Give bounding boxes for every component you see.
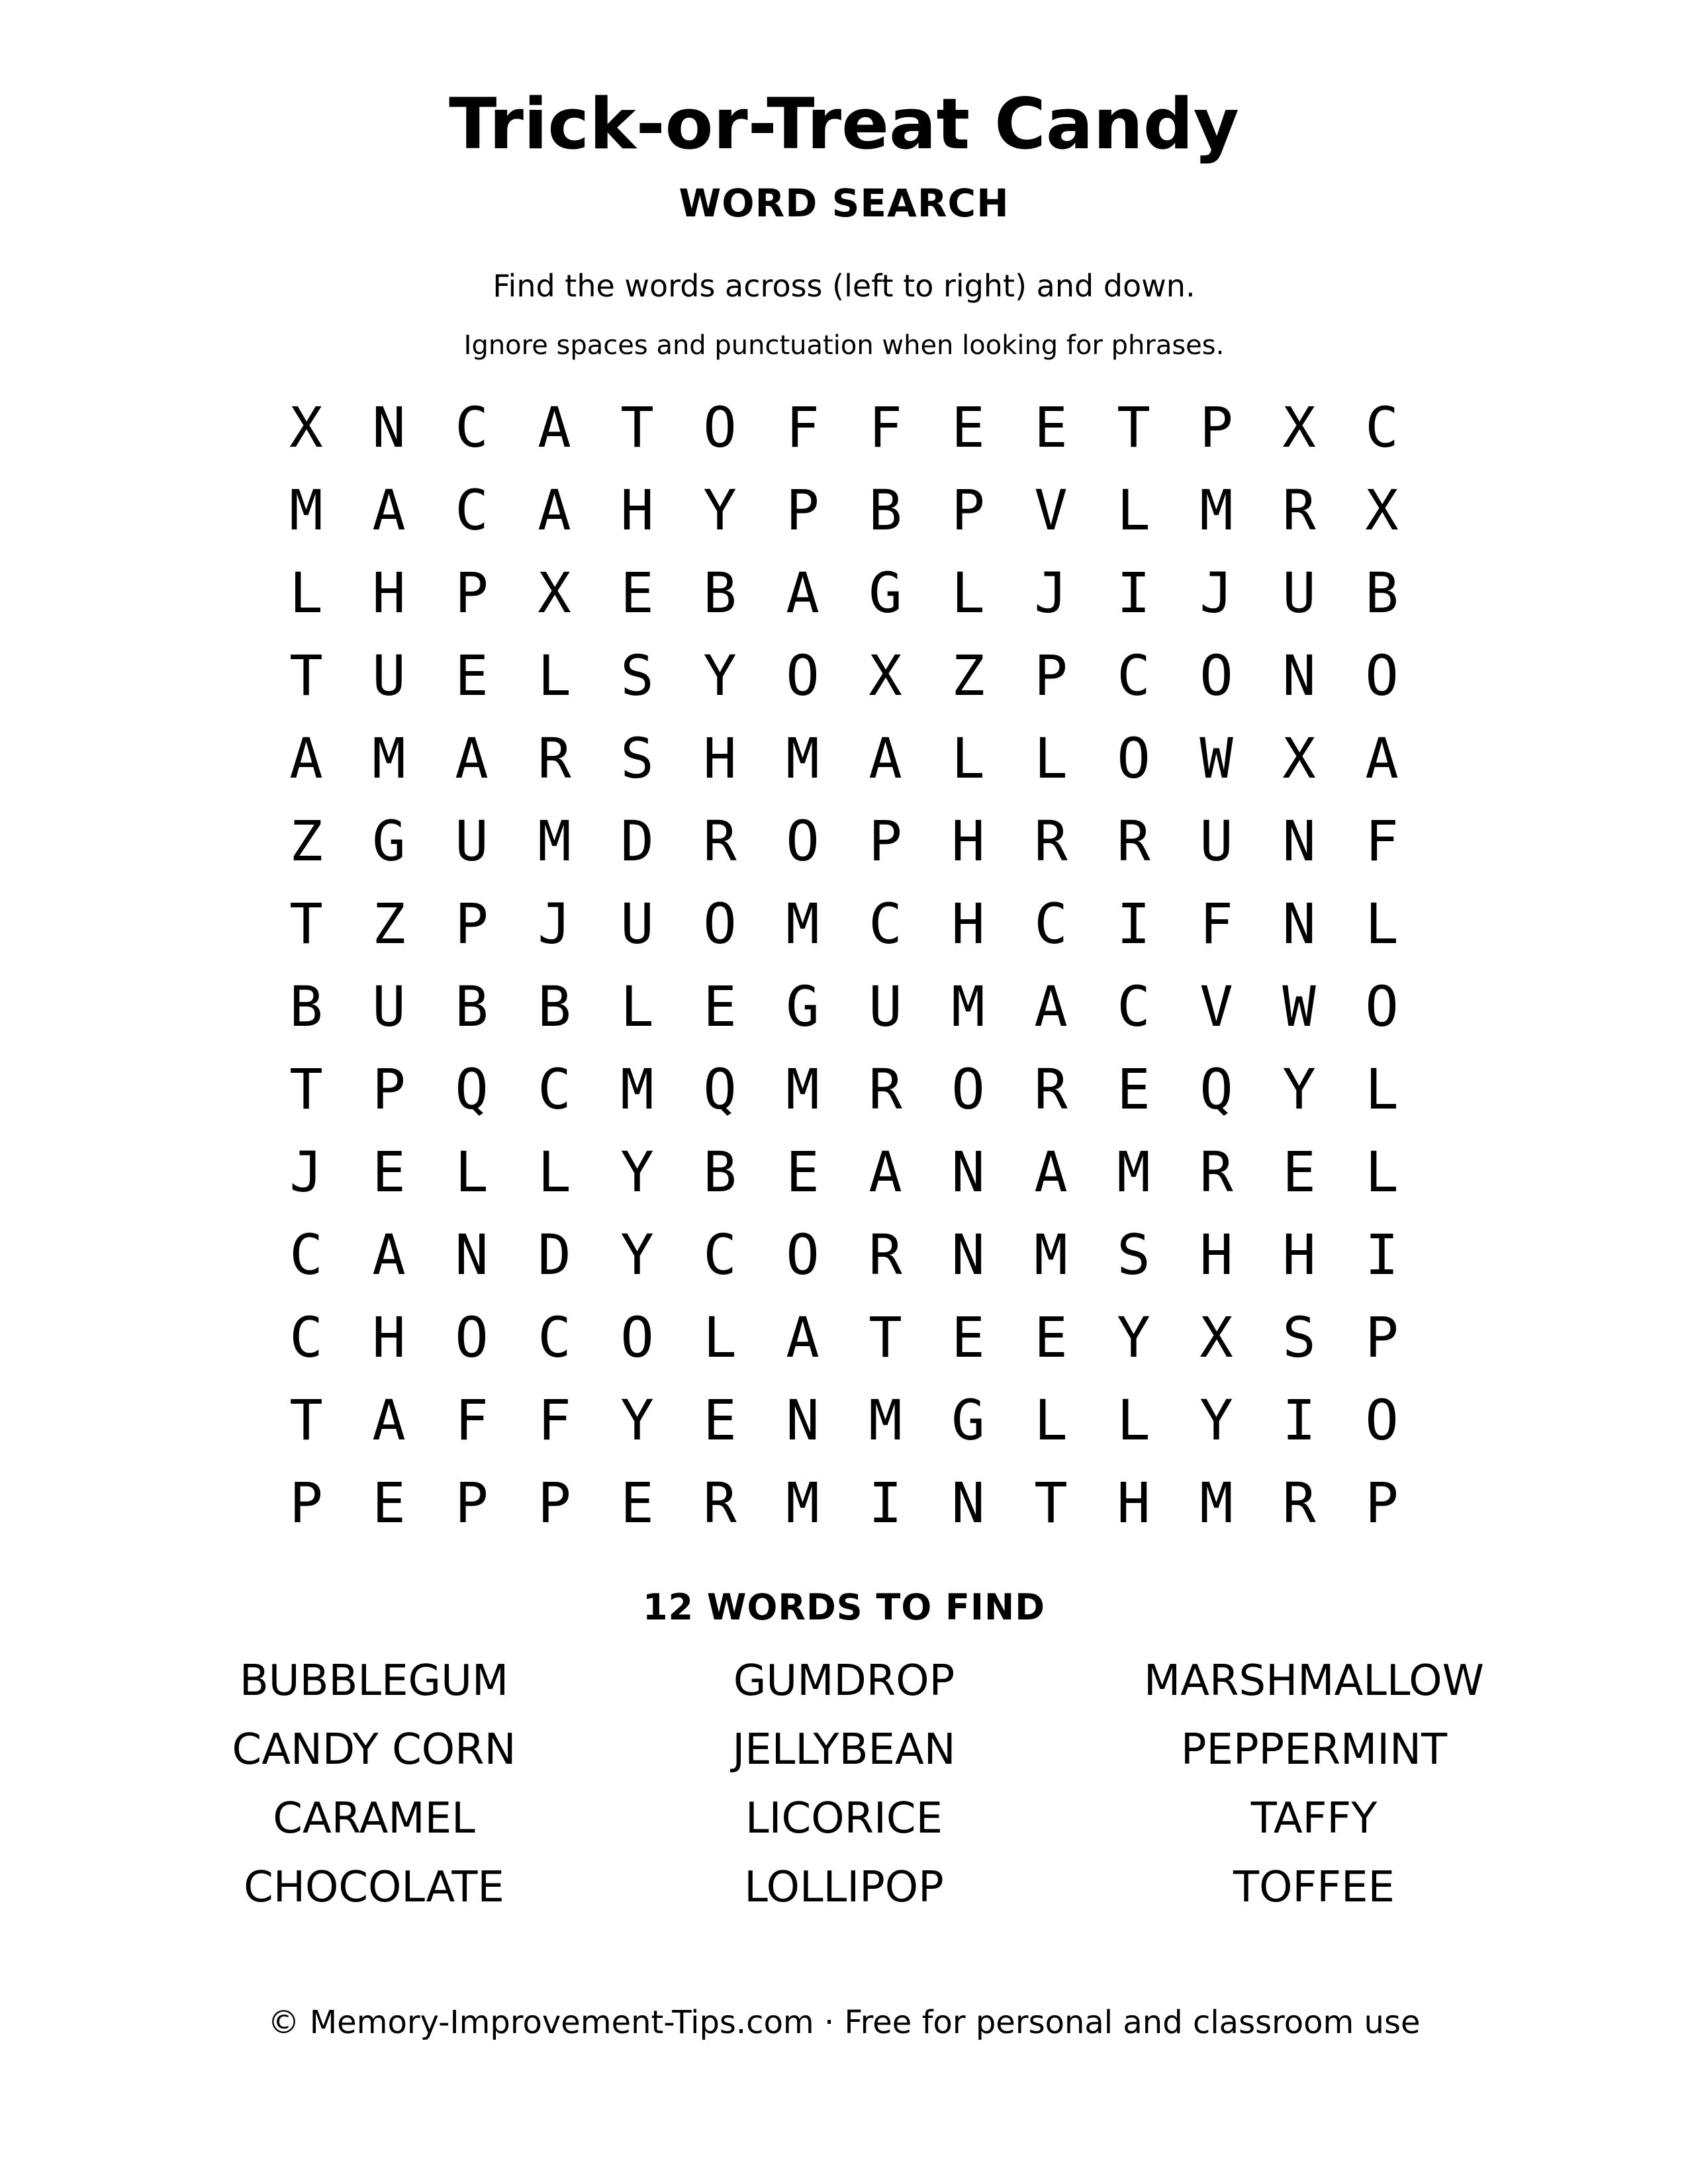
word-list [139, 1647, 1549, 1922]
grid-cell: V [1034, 477, 1068, 543]
grid-cell: Y [1282, 1056, 1316, 1122]
grid-cell: Z [372, 891, 406, 956]
grid-cell: N [951, 1139, 985, 1205]
word-list-item: CANDY CORN [232, 1725, 516, 1774]
word-list-item: LOLLIPOP [744, 1863, 944, 1912]
grid-cell: N [372, 394, 406, 460]
grid-cell: O [1199, 643, 1233, 708]
grid-cell: M [786, 1056, 820, 1122]
grid-cell: A [868, 1139, 902, 1205]
word-list-item: MARSHMALLOW [1144, 1657, 1484, 1706]
grid-cell: R [703, 1470, 737, 1535]
grid-cell: R [703, 808, 737, 874]
grid-cell: A [372, 1387, 406, 1453]
grid-cell: V [1199, 974, 1233, 1039]
grid-cell: H [372, 1304, 406, 1370]
grid-cell: Q [703, 1056, 737, 1122]
grid-cell: L [951, 725, 985, 791]
grid-cell: C [703, 1222, 737, 1287]
instruction-directions: Find the words across (left to right) and down. [492, 268, 1196, 304]
letter-grid [265, 386, 1423, 1544]
grid-cell: S [1117, 1222, 1150, 1287]
grid-cell: O [703, 891, 737, 956]
grid-cell: U [372, 974, 406, 1039]
grid-cell: O [786, 1222, 820, 1287]
grid-cell: J [538, 891, 571, 956]
grid-cell: L [1365, 1056, 1399, 1122]
grid-cell: C [455, 477, 489, 543]
grid-cell: L [703, 1304, 737, 1370]
grid-cell: M [538, 808, 571, 874]
grid-cell: T [289, 891, 323, 956]
grid-cell: H [620, 477, 654, 543]
grid-cell: Y [620, 1387, 654, 1453]
grid-cell: P [1199, 394, 1233, 460]
grid-cell: X [1282, 725, 1316, 791]
grid-cell: U [372, 643, 406, 708]
grid-cell: M [786, 1470, 820, 1535]
grid-cell: Z [951, 643, 985, 708]
grid-cell: X [1365, 477, 1399, 543]
grid-cell: P [1034, 643, 1068, 708]
grid-cell: O [1117, 725, 1150, 791]
grid-cell: E [1034, 1304, 1068, 1370]
grid-cell: H [372, 560, 406, 625]
grid-cell: G [786, 974, 820, 1039]
word-list-item: CHOCOLATE [244, 1863, 504, 1912]
word-list-item: PEPPERMINT [1180, 1725, 1448, 1774]
grid-cell: T [1117, 394, 1150, 460]
grid-cell: N [455, 1222, 489, 1287]
grid-cell: O [786, 808, 820, 874]
grid-cell: S [1282, 1304, 1316, 1370]
grid-cell: D [620, 808, 654, 874]
grid-cell: B [703, 560, 737, 625]
grid-cell: H [1199, 1222, 1233, 1287]
grid-cell: N [786, 1387, 820, 1453]
grid-cell: R [1034, 808, 1068, 874]
grid-cell: A [455, 725, 489, 791]
grid-cell: S [620, 643, 654, 708]
grid-cell: G [372, 808, 406, 874]
grid-cell: E [372, 1470, 406, 1535]
grid-cell: L [1365, 1139, 1399, 1205]
grid-cell: Y [620, 1139, 654, 1205]
grid-cell: M [786, 725, 820, 791]
grid-cell: T [620, 394, 654, 460]
instruction-phrases: Ignore spaces and punctuation when looking for phrases. [463, 330, 1225, 361]
grid-cell: Q [1199, 1056, 1233, 1122]
word-list-item: TAFFY [1250, 1794, 1378, 1843]
grid-cell: L [538, 643, 571, 708]
grid-cell: G [868, 560, 902, 625]
grid-cell: X [868, 643, 902, 708]
grid-cell: P [455, 891, 489, 956]
grid-cell: L [620, 974, 654, 1039]
grid-cell: J [289, 1139, 323, 1205]
grid-cell: T [868, 1304, 902, 1370]
grid-cell: J [1034, 560, 1068, 625]
grid-cell: E [703, 974, 737, 1039]
grid-cell: Y [620, 1222, 654, 1287]
grid-cell: A [786, 560, 820, 625]
word-list-item: TOFFEE [1233, 1863, 1395, 1912]
grid-cell: R [1117, 808, 1150, 874]
grid-cell: Y [1199, 1387, 1233, 1453]
grid-cell: C [1117, 974, 1150, 1039]
grid-cell: M [1117, 1139, 1150, 1205]
words-heading: 12 WORDS TO FIND [642, 1586, 1046, 1628]
grid-cell: L [455, 1139, 489, 1205]
grid-cell: H [703, 725, 737, 791]
grid-cell: X [538, 560, 571, 625]
grid-cell: R [1282, 1470, 1316, 1535]
grid-cell: O [786, 643, 820, 708]
grid-cell: C [289, 1222, 323, 1287]
grid-cell: E [620, 1470, 654, 1535]
grid-cell: A [786, 1304, 820, 1370]
grid-cell: P [289, 1470, 323, 1535]
grid-cell: A [538, 394, 571, 460]
grid-cell: O [1365, 974, 1399, 1039]
grid-cell: L [1117, 1387, 1150, 1453]
grid-cell: E [1282, 1139, 1316, 1205]
grid-cell: X [1282, 394, 1316, 460]
grid-cell: C [538, 1304, 571, 1370]
grid-cell: A [868, 725, 902, 791]
grid-cell: A [1034, 1139, 1068, 1205]
grid-cell: M [951, 974, 985, 1039]
grid-cell: F [455, 1387, 489, 1453]
word-list-item: CARAMEL [273, 1794, 475, 1843]
grid-cell: Z [289, 808, 323, 874]
grid-cell: F [868, 394, 902, 460]
grid-cell: N [1282, 643, 1316, 708]
grid-cell: E [620, 560, 654, 625]
grid-cell: D [538, 1222, 571, 1287]
grid-cell: P [1365, 1470, 1399, 1535]
grid-cell: O [1365, 1387, 1399, 1453]
grid-cell: C [455, 394, 489, 460]
grid-cell: I [1117, 560, 1150, 625]
grid-cell: R [1199, 1139, 1233, 1205]
grid-cell: M [1034, 1222, 1068, 1287]
grid-cell: O [1365, 643, 1399, 708]
grid-cell: H [951, 891, 985, 956]
grid-cell: P [786, 477, 820, 543]
grid-cell: E [372, 1139, 406, 1205]
grid-cell: R [1034, 1056, 1068, 1122]
grid-cell: R [868, 1222, 902, 1287]
grid-cell: A [289, 725, 323, 791]
grid-cell: O [455, 1304, 489, 1370]
grid-cell: I [1365, 1222, 1399, 1287]
grid-cell: P [455, 560, 489, 625]
grid-cell: R [1282, 477, 1316, 543]
grid-cell: N [951, 1470, 985, 1535]
grid-cell: O [703, 394, 737, 460]
grid-cell: O [951, 1056, 985, 1122]
grid-cell: A [538, 477, 571, 543]
grid-cell: T [289, 1056, 323, 1122]
grid-cell: B [1365, 560, 1399, 625]
grid-cell: M [868, 1387, 902, 1453]
grid-cell: C [868, 891, 902, 956]
grid-cell: C [1117, 643, 1150, 708]
grid-cell: M [372, 725, 406, 791]
grid-cell: Q [455, 1056, 489, 1122]
grid-cell: F [1199, 891, 1233, 956]
grid-cell: M [786, 891, 820, 956]
grid-cell: A [372, 477, 406, 543]
grid-cell: M [289, 477, 323, 543]
grid-cell: P [951, 477, 985, 543]
grid-cell: C [289, 1304, 323, 1370]
grid-cell: U [1282, 560, 1316, 625]
grid-cell: E [951, 1304, 985, 1370]
grid-cell: L [538, 1139, 571, 1205]
grid-cell: R [538, 725, 571, 791]
grid-cell: W [1282, 974, 1316, 1039]
grid-cell: P [538, 1470, 571, 1535]
grid-cell: Y [703, 477, 737, 543]
grid-cell: R [868, 1056, 902, 1122]
grid-cell: I [1282, 1387, 1316, 1453]
grid-cell: M [620, 1056, 654, 1122]
word-list-item: LICORICE [745, 1794, 943, 1843]
grid-cell: E [951, 394, 985, 460]
grid-cell: N [1282, 808, 1316, 874]
grid-cell: T [289, 643, 323, 708]
grid-cell: M [1199, 1470, 1233, 1535]
grid-cell: L [289, 560, 323, 625]
grid-cell: P [455, 1470, 489, 1535]
grid-cell: X [289, 394, 323, 460]
footer-copyright: © Memory-Improvement-Tips.com · Free for personal and classroom use [267, 2004, 1421, 2041]
grid-cell: M [1199, 477, 1233, 543]
grid-cell: U [868, 974, 902, 1039]
grid-cell: P [868, 808, 902, 874]
grid-cell: P [372, 1056, 406, 1122]
grid-cell: T [1034, 1470, 1068, 1535]
grid-cell: H [951, 808, 985, 874]
grid-cell: A [372, 1222, 406, 1287]
word-list-item: GUMDROP [733, 1657, 955, 1706]
grid-cell: B [868, 477, 902, 543]
grid-cell: E [703, 1387, 737, 1453]
grid-cell: E [1117, 1056, 1150, 1122]
grid-cell: J [1199, 560, 1233, 625]
grid-cell: L [1365, 891, 1399, 956]
page-subtitle: WORD SEARCH [679, 181, 1009, 226]
grid-cell: S [620, 725, 654, 791]
grid-cell: T [289, 1387, 323, 1453]
grid-cell: F [1365, 808, 1399, 874]
word-list-item: JELLYBEAN [732, 1725, 956, 1774]
grid-cell: B [455, 974, 489, 1039]
grid-cell: C [538, 1056, 571, 1122]
grid-cell: G [951, 1387, 985, 1453]
grid-cell: N [1282, 891, 1316, 956]
grid-cell: H [1117, 1470, 1150, 1535]
page-title: Trick-or-Treat Candy [449, 83, 1239, 165]
grid-cell: F [538, 1387, 571, 1453]
grid-cell: B [289, 974, 323, 1039]
grid-cell: A [1034, 974, 1068, 1039]
grid-cell: N [951, 1222, 985, 1287]
grid-cell: H [1282, 1222, 1316, 1287]
grid-cell: L [1034, 725, 1068, 791]
grid-cell: U [1199, 808, 1233, 874]
grid-cell: U [455, 808, 489, 874]
grid-cell: X [1199, 1304, 1233, 1370]
grid-cell: I [868, 1470, 902, 1535]
grid-cell: A [1365, 725, 1399, 791]
grid-cell: E [455, 643, 489, 708]
word-list-item: BUBBLEGUM [239, 1657, 509, 1706]
grid-cell: E [1034, 394, 1068, 460]
grid-cell: L [1034, 1387, 1068, 1453]
grid-cell: B [703, 1139, 737, 1205]
grid-cell: P [1365, 1304, 1399, 1370]
grid-cell: Y [1117, 1304, 1150, 1370]
grid-cell: C [1034, 891, 1068, 956]
grid-cell: Y [703, 643, 737, 708]
grid-cell: I [1117, 891, 1150, 956]
grid-cell: F [786, 394, 820, 460]
grid-cell: C [1365, 394, 1399, 460]
grid-cell: U [620, 891, 654, 956]
grid-cell: L [1117, 477, 1150, 543]
grid-cell: E [786, 1139, 820, 1205]
grid-cell: W [1199, 725, 1233, 791]
grid-cell: O [620, 1304, 654, 1370]
grid-cell: L [951, 560, 985, 625]
grid-cell: B [538, 974, 571, 1039]
